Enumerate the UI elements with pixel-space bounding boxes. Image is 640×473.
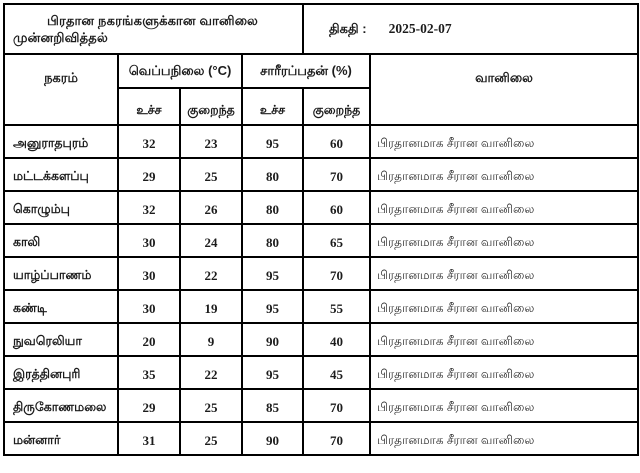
column-group-header-row (4, 54, 638, 88)
weather-description-cell: பிரதானமாக சீரான வானிலை (370, 191, 638, 224)
temp-min-value-cell: 25 (180, 158, 242, 191)
temp-min-value-cell: 26 (180, 191, 242, 224)
temp-max-value-cell: 29 (118, 158, 180, 191)
city-name-cell: திருகோணமலை (4, 389, 118, 422)
temp-max-value-cell: 32 (118, 191, 180, 224)
title-cell (4, 4, 303, 54)
table-body (4, 125, 638, 455)
humidity-min-value-cell: 45 (303, 356, 370, 389)
temp-max-value-cell: 30 (118, 290, 180, 323)
temp-min-value-cell: 22 (180, 356, 242, 389)
weather-description-cell: பிரதானமாக சீரான வானிலை (370, 224, 638, 257)
city-name-cell: காலி (4, 224, 118, 257)
table-row (4, 323, 638, 356)
temp-max-value-cell: 31 (118, 422, 180, 455)
table-row (4, 257, 638, 290)
city-name-cell: மன்னார் (4, 422, 118, 455)
humidity-max-value-cell: 95 (242, 290, 303, 323)
column-header-city: நகரம் (4, 54, 118, 125)
humidity-max-value-cell: 90 (242, 323, 303, 356)
weather-description-cell: பிரதானமாக சீரான வானிலை (370, 389, 638, 422)
column-subheader-temp-min: குறைந்த (180, 88, 242, 125)
city-name-cell: யாழ்ப்பாணம் (4, 257, 118, 290)
table-row (4, 158, 638, 191)
humidity-min-value-cell: 65 (303, 224, 370, 257)
city-name-cell: நுவரெலியா (4, 323, 118, 356)
column-header-humidity: சாரீரப்பதன் (%) (242, 54, 370, 88)
weather-description-cell: பிரதானமாக சீரான வானிலை (370, 323, 638, 356)
humidity-min-value-cell: 70 (303, 257, 370, 290)
column-header-weather: வானிலை (370, 54, 638, 125)
page-title: பிரதான நகரங்களுக்கான வானிலை முன்னறிவித்தல் (13, 13, 259, 45)
date-cell (303, 4, 638, 54)
humidity-min-value-cell: 60 (303, 125, 370, 158)
table-row (4, 356, 638, 389)
temp-max-value-cell: 20 (118, 323, 180, 356)
temp-max-value-cell: 35 (118, 356, 180, 389)
table-row (4, 191, 638, 224)
humidity-min-value-cell: 60 (303, 191, 370, 224)
title-row (4, 4, 638, 54)
humidity-min-value-cell: 70 (303, 422, 370, 455)
humidity-max-value-cell: 85 (242, 389, 303, 422)
temp-min-value-cell: 9 (180, 323, 242, 356)
humidity-max-value-cell: 95 (242, 356, 303, 389)
weather-description-cell: பிரதானமாக சீரான வானிலை (370, 422, 638, 455)
weather-description-cell: பிரதானமாக சீரான வானிலை (370, 356, 638, 389)
humidity-max-value-cell: 80 (242, 191, 303, 224)
city-name-cell: கண்டி (4, 290, 118, 323)
date-label: திகதி : (329, 21, 367, 36)
humidity-max-value-cell: 80 (242, 224, 303, 257)
temp-max-value-cell: 30 (118, 224, 180, 257)
humidity-min-value-cell: 55 (303, 290, 370, 323)
table-row (4, 125, 638, 158)
column-header-temperature: வெப்பநிலை (°C) (118, 54, 242, 88)
humidity-min-value-cell: 70 (303, 158, 370, 191)
weather-description-cell: பிரதானமாக சீரான வானிலை (370, 158, 638, 191)
temp-min-value-cell: 22 (180, 257, 242, 290)
humidity-min-value-cell: 70 (303, 389, 370, 422)
temp-min-value-cell: 25 (180, 389, 242, 422)
temp-min-value-cell: 25 (180, 422, 242, 455)
table-row (4, 389, 638, 422)
city-name-cell: இரத்தினபுரி (4, 356, 118, 389)
humidity-max-value-cell: 95 (242, 257, 303, 290)
city-name-cell: அனுராதபுரம் (4, 125, 118, 158)
table-row (4, 290, 638, 323)
humidity-max-value-cell: 90 (242, 422, 303, 455)
temp-min-value-cell: 23 (180, 125, 242, 158)
temp-max-value-cell: 32 (118, 125, 180, 158)
temp-min-value-cell: 19 (180, 290, 242, 323)
date-value: 2025-02-07 (388, 21, 452, 36)
weather-description-cell: பிரதானமாக சீரான வானிலை (370, 125, 638, 158)
humidity-min-value-cell: 40 (303, 323, 370, 356)
table-row (4, 224, 638, 257)
temp-min-value-cell: 24 (180, 224, 242, 257)
column-subheader-humidity-max: உச்ச (242, 88, 303, 125)
column-subheader-temp-max: உச்ச (118, 88, 180, 125)
temp-max-value-cell: 30 (118, 257, 180, 290)
table-row (4, 422, 638, 455)
humidity-max-value-cell: 95 (242, 125, 303, 158)
column-subheader-humidity-min: குறைந்த (303, 88, 370, 125)
weather-description-cell: பிரதானமாக சீரான வானிலை (370, 290, 638, 323)
temp-max-value-cell: 29 (118, 389, 180, 422)
city-name-cell: மட்டக்களப்பு (4, 158, 118, 191)
weather-description-cell: பிரதானமாக சீரான வானிலை (370, 257, 638, 290)
city-name-cell: கொழும்பு (4, 191, 118, 224)
humidity-max-value-cell: 80 (242, 158, 303, 191)
weather-forecast-table (3, 3, 639, 456)
